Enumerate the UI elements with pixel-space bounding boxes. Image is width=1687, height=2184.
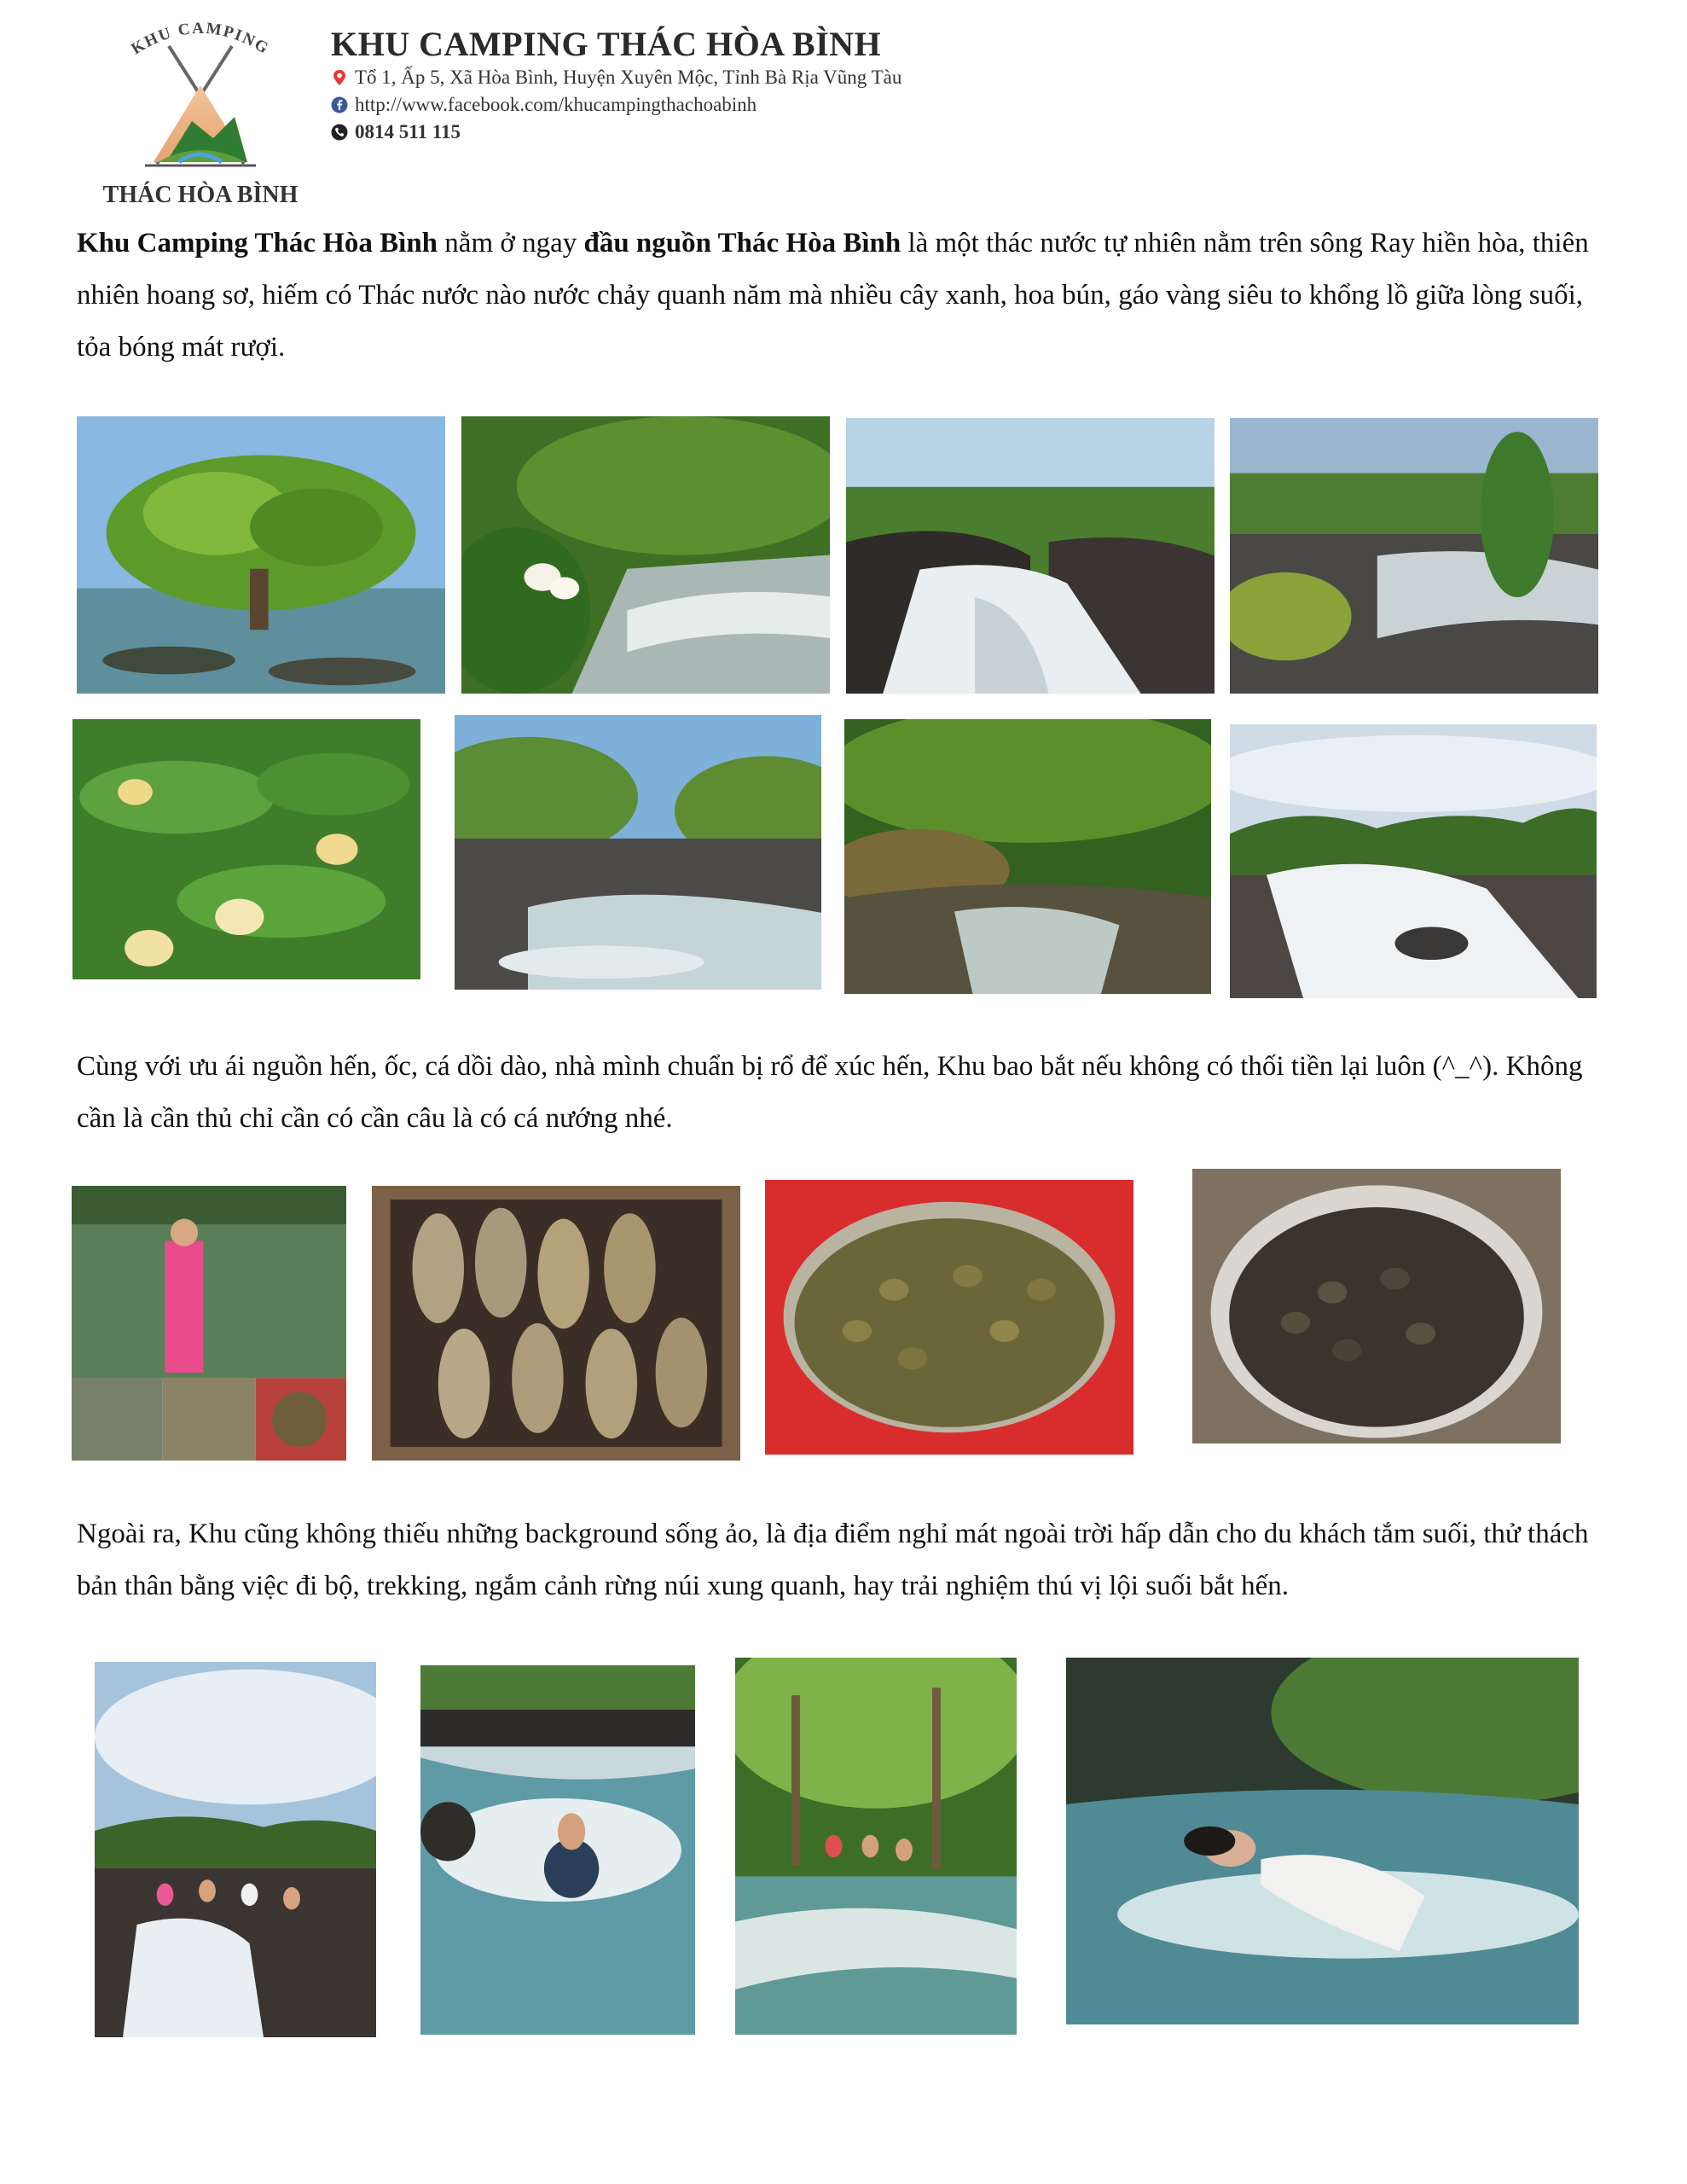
photo-stream-rocks: [455, 715, 821, 990]
catch-paragraph: Cùng với ưu ái nguồn hến, ốc, cá dồi dào, nhà mình chuẩn bị rổ để xúc hến, Khu bao bắt nếu không có thối tiền lại luôn (^_^). Không cần là cần thủ chỉ cần có cần câu là có cá nướng nhé.: [77, 1051, 1583, 1134]
photo-forest-cascade: [844, 719, 1211, 994]
photo-clams-jar: [1192, 1169, 1561, 1443]
facebook-icon: [331, 96, 348, 113]
intro-text-2: là một thác nước tự nhiên nằm trên sông Ray hiền hòa, thiên nhiên hoang sơ, hiếm có Thác nước nào nước chảy quanh năm mà nhiều cây xanh, hoa bún, gáo vàng siêu to khổng lồ giữa lòng suối, tỏa bóng mát rượi.: [77, 228, 1589, 363]
location-pin-icon: [331, 69, 348, 86]
facebook-link[interactable]: http://www.facebook.com/khucampingthachoabinh: [355, 94, 757, 115]
photo-group-forest-stream: [735, 1658, 1017, 2035]
photo-man-rapids: [420, 1665, 695, 2035]
photo-waterfall-rocks: [846, 418, 1215, 694]
intro-paragraph: [77, 218, 1620, 374]
photo-bun-flowers: [72, 719, 420, 979]
phone-line: [331, 119, 901, 146]
photo-grilled-fish: [372, 1186, 740, 1461]
intro-text-1: nằm ở ngay: [438, 228, 584, 258]
logo-arc-text: KHU CAMPING: [128, 19, 273, 59]
phone-icon: [331, 124, 348, 141]
photo-rocky-stream: [1230, 418, 1598, 694]
intro-bold-name: Khu Camping Thác Hòa Bình: [77, 228, 438, 258]
svg-text:KHU CAMPING: [128, 20, 272, 58]
phone-number[interactable]: 0814 511 115: [355, 121, 461, 142]
photo-group-waterfall: [95, 1662, 376, 2037]
facebook-line: [331, 91, 901, 119]
logo-bottom-text: THÁC HÒA BÌNH: [102, 182, 299, 208]
camping-logo: [94, 10, 307, 215]
intro-bold-source: đầu nguồn Thác Hòa Bình: [583, 228, 901, 258]
page-title: KHU CAMPING THÁC HÒA BÌNH: [331, 25, 882, 63]
photo-woman-collage: [72, 1186, 346, 1461]
photo-woman-in-stream: [1066, 1658, 1579, 2024]
header: [331, 24, 901, 146]
photo-wide-waterfall: [1230, 724, 1597, 998]
photo-flower-creek: [461, 416, 830, 694]
photo-tree-stream: [77, 416, 445, 694]
address-line: [331, 64, 901, 91]
photo-snails-red-bowl: [765, 1180, 1133, 1455]
activities-paragraph: Ngoài ra, Khu cũng không thiếu những background sống ảo, là địa điểm nghỉ mát ngoài trời hấp dẫn cho du khách tắm suối, thử thách bản thân bằng việc đi bộ, trekking, ngắm cảnh rừng núi xung quanh, hay trải nghiệm thú vị lội suối bắt hến.: [77, 1519, 1589, 1601]
address-text: Tổ 1, Ấp 5, Xã Hòa Bình, Huyện Xuyên Mộc, Tỉnh Bà Rịa Vũng Tàu: [355, 67, 902, 88]
